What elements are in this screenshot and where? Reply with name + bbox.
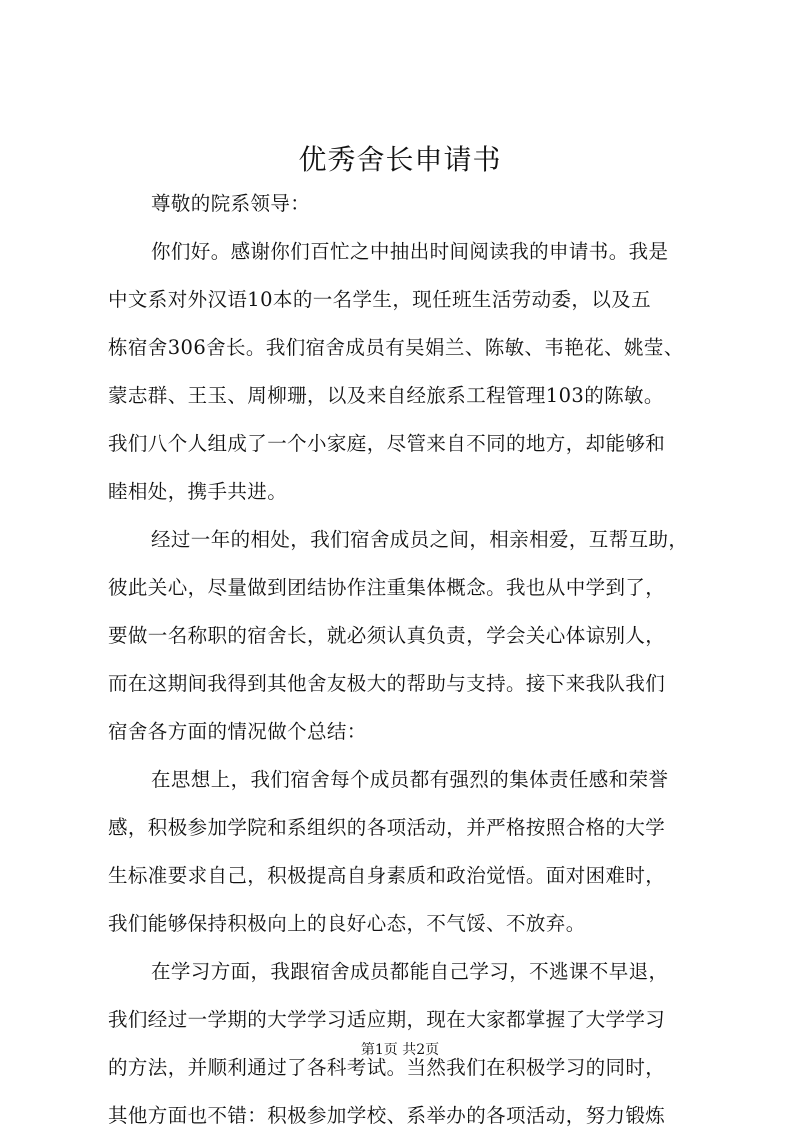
text-line: 而在这期间我得到其他舍友极大的帮助与支持。接下来我队我们 bbox=[108, 672, 666, 695]
text-line: 感，积极参加学院和系组织的各项活动，并严格按照合格的大学 bbox=[108, 816, 666, 839]
text-line: 尊敬的院系领导： bbox=[151, 192, 311, 215]
text-line: 经过一年的相处，我们宿舍成员之间，相亲相爱，互帮互助， bbox=[151, 528, 689, 551]
text-line: 的方法，并顺利通过了各科考试。当然我们在积极学习的同时， bbox=[108, 1056, 666, 1079]
page-footer: 第1页 共2页 bbox=[360, 1042, 440, 1058]
text-line: 在学习方面，我跟宿舍成员都能自己学习，不逃课不早退， bbox=[151, 960, 669, 983]
text-line: 栋宿舍306舍长。我们宿舍成员有吴娟兰、陈敏、韦艳花、姚莹、 bbox=[108, 336, 684, 359]
document-body bbox=[108, 180, 712, 1140]
text-line: 其他方面也不错：积极参加学校、系举办的各项活动，努力锻炼 bbox=[108, 1104, 666, 1127]
text-line: 中文系对外汉语10本的一名学生，现任班生活劳动委，以及五 bbox=[108, 288, 652, 311]
text-line: 宿舍各方面的情况做个总结： bbox=[108, 720, 367, 743]
text-line: 要做一名称职的宿舍长，就必须认真负责，学会关心体谅别人， bbox=[108, 624, 666, 647]
text-line: 我们经过一学期的大学学习适应期，现在大家都掌握了大学学习 bbox=[108, 1008, 666, 1031]
text-line: 在思想上，我们宿舍每个成员都有强烈的集体责任感和荣誉 bbox=[151, 768, 669, 791]
text-line: 我们能够保持积极向上的良好心态，不气馁、不放弃。 bbox=[108, 912, 586, 935]
text-line: 你们好。感谢你们百忙之中抽出时间阅读我的申请书。我是 bbox=[151, 240, 669, 263]
text-line: 生标准要求自己，积极提高自身素质和政治觉悟。面对困难时， bbox=[108, 864, 666, 887]
text-line: 我们八个人组成了一个小家庭，尽管来自不同的地方，却能够和 bbox=[108, 432, 666, 455]
text-line: 蒙志群、王玉、周柳珊，以及来自经旅系工程管理103的陈敏。 bbox=[108, 384, 664, 407]
text-line: 睦相处，携手共进。 bbox=[108, 480, 288, 503]
document-title: 优秀舍长申请书 bbox=[298, 143, 502, 176]
text-line: 彼此关心，尽量做到团结协作注重集体概念。我也从中学到了， bbox=[108, 576, 666, 599]
